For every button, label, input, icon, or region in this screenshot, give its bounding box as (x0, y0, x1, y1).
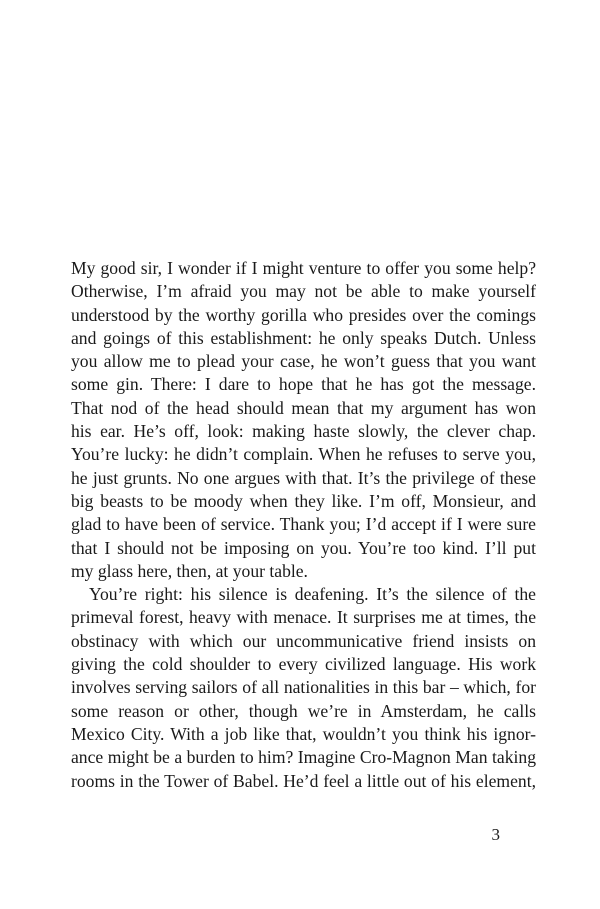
text-line: giving the cold shoulder to every civilized language. His work (71, 654, 536, 675)
page-number: 3 (491, 825, 500, 844)
text-line: rooms in the Tower of Babel. He’d feel a little out of his element, (71, 770, 536, 791)
text-line: You’re right: his silence is deafening. It’s the silence of the (89, 584, 536, 605)
text-line: obstinacy with which our uncommunicative friend insists on (71, 630, 536, 651)
text-line: that I should not be imposing on you. You’re too kind. I’ll put (71, 537, 536, 558)
text-line: big beasts to be moody when they like. I’m off, Monsieur, and (71, 490, 536, 511)
paragraph (71, 583, 536, 793)
text-line: his ear. He’s off, look: making haste slowly, the clever chap. (71, 421, 536, 442)
text-line: ance might be a burden to him? Imagine Cro-Magnon Man taking (71, 747, 536, 768)
text-line: some reason or other, though we’re in Amsterdam, he calls (71, 700, 536, 721)
text-line: You’re lucky: he didn’t complain. When he refuses to serve you, (71, 444, 536, 465)
text-line: Otherwise, I’m afraid you may not be able to make yourself (71, 281, 536, 302)
text-line: My good sir, I wonder if I might venture to offer you some help? (71, 258, 536, 278)
text-line: understood by the worthy gorilla who presides over the comings (71, 304, 536, 325)
text-line: some gin. There: I dare to hope that he has got the message. (71, 374, 536, 395)
text-line: That nod of the head should mean that my argument has won (71, 397, 536, 418)
text-line: he just grunts. No one argues with that. It’s the privilege of these (71, 467, 536, 488)
text-line: involves serving sailors of all nationalities in this bar – which, for (71, 677, 536, 698)
text-line: you allow me to plead your case, he won’t guess that you want (71, 351, 536, 372)
text-line: and goings of this establishment: he only speaks Dutch. Unless (71, 327, 536, 348)
paragraph (71, 257, 536, 583)
text-line: my glass here, then, at your table. (71, 560, 308, 581)
body-text (71, 257, 536, 793)
text-line: Mexico City. With a job like that, wouldn’t you think his ignor- (71, 723, 536, 744)
text-line: primeval forest, heavy with menace. It surprises me at times, the (71, 607, 536, 628)
text-line: glad to have been of service. Thank you; I’d accept if I were sure (71, 514, 536, 535)
